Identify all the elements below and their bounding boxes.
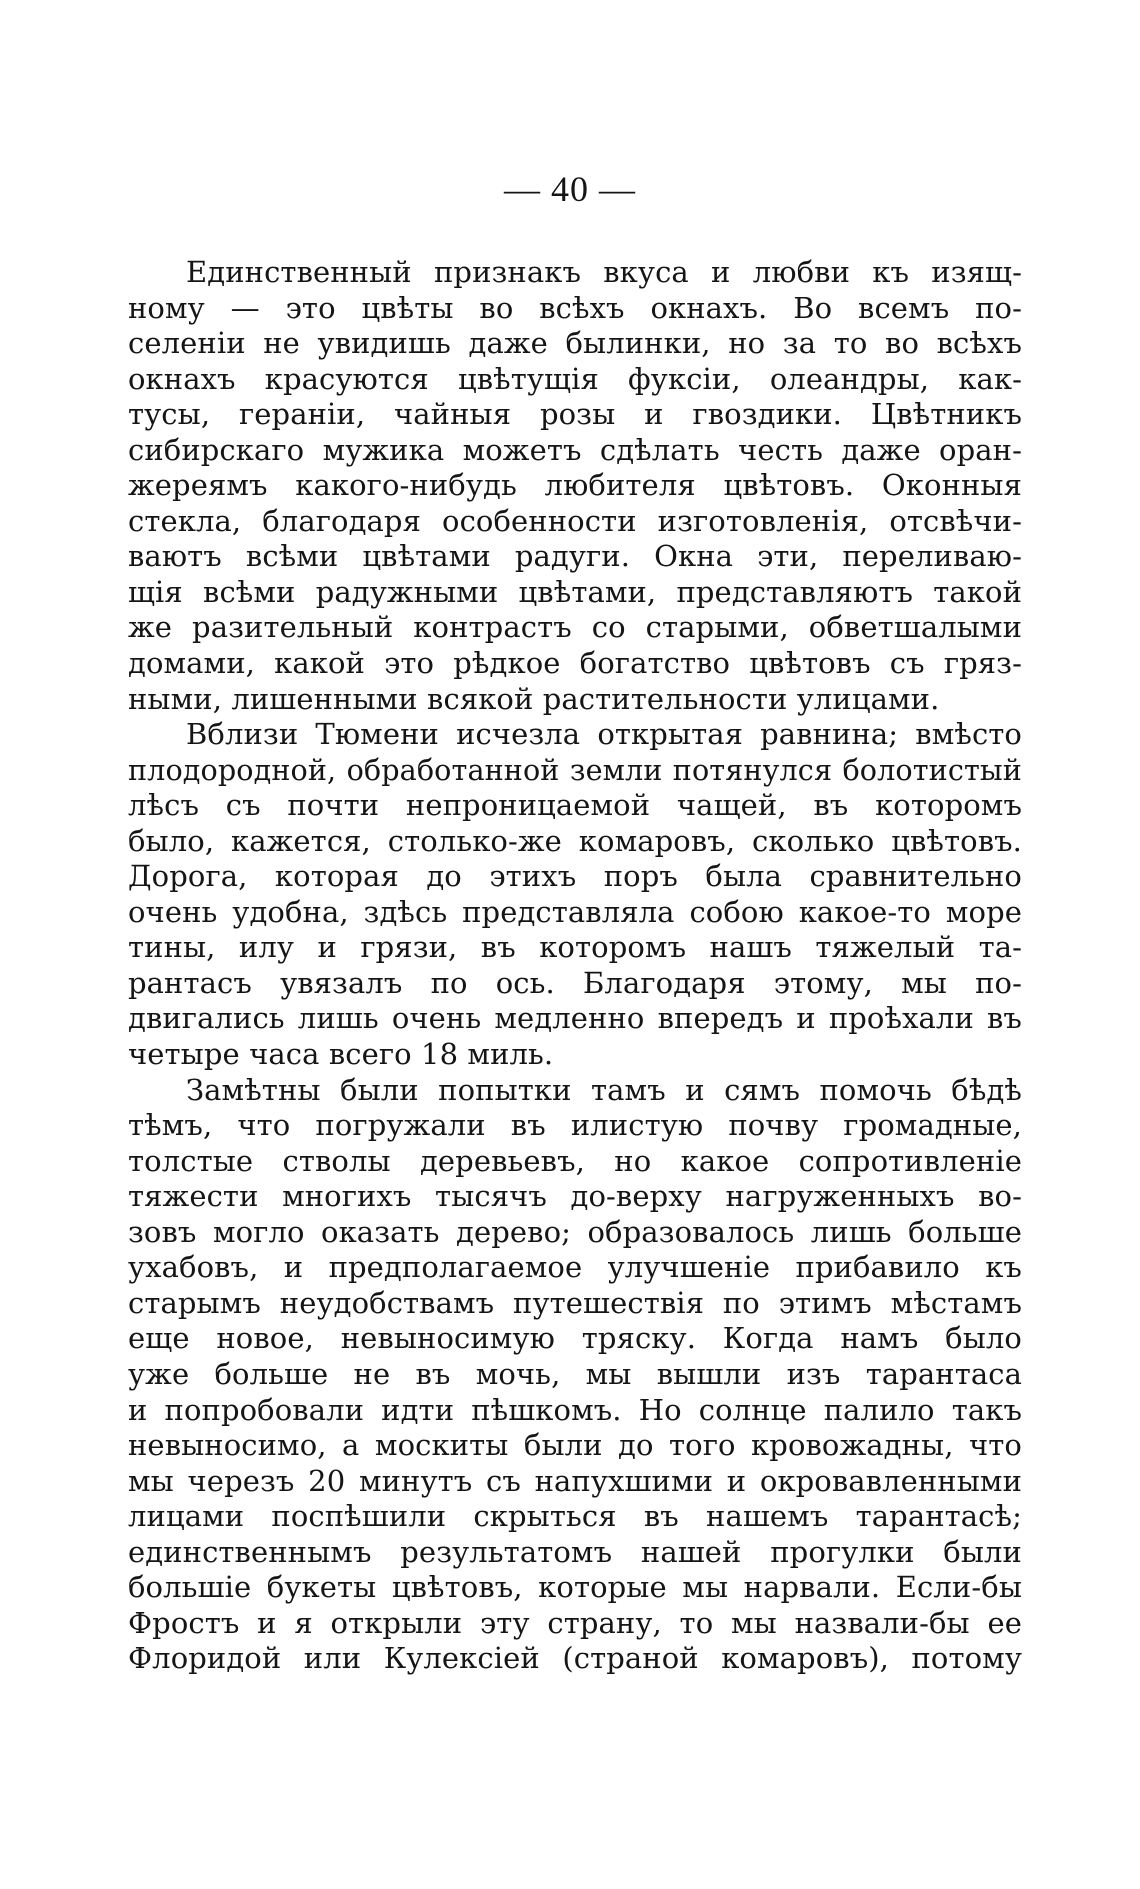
text-line: лѣсъ съ почти непроницаемой чащей, въ которомъ <box>128 788 1022 823</box>
text-line: ваютъ всѣми цвѣтами радуги. Окна эти, переливаю- <box>128 539 1022 574</box>
text-line: четыре часа всего 18 миль. <box>128 1037 554 1072</box>
text-line: щія всѣми радужными цвѣтами, представляютъ такой <box>128 574 1022 609</box>
text-line: лицами поспѣшили скрыться въ нашемъ тарантасѣ; <box>128 1499 1022 1534</box>
text-line: Единственный признакъ вкуса и любви къ изящ- <box>186 255 1022 289</box>
text-line: тусы, гераніи, чайныя розы и гвоздики. Цвѣтникъ <box>128 397 1022 432</box>
text-line: единственнымъ результатомъ нашей прогулки были <box>128 1534 1022 1569</box>
text-line: Фростъ и я открыли эту страну, то мы назвали-бы ее <box>128 1605 1022 1640</box>
text-line: рантасъ увязалъ по ось. Благодаря этому, мы по- <box>128 965 1022 1000</box>
text-line: и попробовали идти пѣшкомъ. Но солнце палило такъ <box>128 1392 1022 1427</box>
text-line: старымъ неудобствамъ путешествія по этимъ мѣстамъ <box>128 1285 1022 1320</box>
text-line: ухабовъ, и предполагаемое улучшеніе прибавило къ <box>128 1250 1022 1285</box>
text-line: Дорога, которая до этихъ поръ была сравнительно <box>128 859 1022 894</box>
text-line: очень удобна, здѣсь представляла собою какое-то море <box>128 894 1022 929</box>
text-line: ными, лишенными всякой растительности улицами. <box>128 681 940 716</box>
text-line: тяжести многихъ тысячъ до-верху нагруженныхъ во- <box>128 1179 1022 1214</box>
text-line: селеніи не увидишь даже былинки, но за то во всѣхъ <box>128 326 1022 361</box>
text-line: уже больше не въ мочь, мы вышли изъ тарантаса <box>128 1356 1022 1391</box>
text-line: мы черезъ 20 минутъ съ напухшими и окровавленными <box>128 1463 1022 1498</box>
text-line: было, кажется, столько-же комаровъ, сколько цвѣтовъ. <box>128 823 1022 858</box>
page-number: — 40 — <box>504 169 636 209</box>
text-line: окнахъ красуются цвѣтущія фуксіи, олеандры, как- <box>128 361 1022 396</box>
text-line: тины, илу и грязи, въ которомъ нашъ тяжелый та- <box>128 930 1022 965</box>
paragraph-3 <box>128 1073 1022 1677</box>
text-line: жереямъ какого-нибудь любителя цвѣтовъ. Оконныя <box>128 468 1022 503</box>
text-line: же разительный контрастъ со старыми, обветшалыми <box>128 610 1022 645</box>
text-line: зовъ могло оказать дерево; образовалось лишь больше <box>128 1214 1022 1249</box>
body-text <box>128 255 1022 1677</box>
text-line: двигались лишь очень медленно впередъ и проѣхали въ <box>128 1001 1022 1036</box>
text-line: еще новое, невыносимую тряску. Когда намъ было <box>128 1321 1022 1356</box>
text-line: сибирскаго мужика можетъ сдѣлать честь даже оран- <box>128 432 1022 467</box>
text-line: ному — это цвѣты во всѣхъ окнахъ. Во всемъ по- <box>128 290 1022 325</box>
paragraph-2 <box>128 717 1022 1072</box>
text-line: плодородной, обработанной земли потянулся болотистый <box>128 752 1022 787</box>
text-line: Флоридой или Кулексіей (страной комаровъ), потому <box>128 1641 1022 1676</box>
text-line: Вблизи Тюмени исчезла открытая равнина; вмѣсто <box>186 717 1022 752</box>
text-line: тѣмъ, что погружали въ илистую почву громадные, <box>128 1108 1022 1143</box>
text-line: толстые стволы деревьевъ, но какое сопротивленіе <box>128 1143 1022 1178</box>
text-line: стекла, благодаря особенности изготовленія, отсвѣчи- <box>128 503 1022 538</box>
paragraph-1 <box>128 255 1022 717</box>
text-line: Замѣтны были попытки тамъ и сямъ помочь бѣдѣ <box>186 1072 1022 1107</box>
text-line: домами, какой это рѣдкое богатство цвѣтовъ съ гряз- <box>128 646 1022 681</box>
text-line: большіе букеты цвѣтовъ, которые мы нарвали. Если-бы <box>128 1570 1022 1605</box>
text-line: невыносимо, а москиты были до того кровожадны, что <box>128 1428 1022 1463</box>
